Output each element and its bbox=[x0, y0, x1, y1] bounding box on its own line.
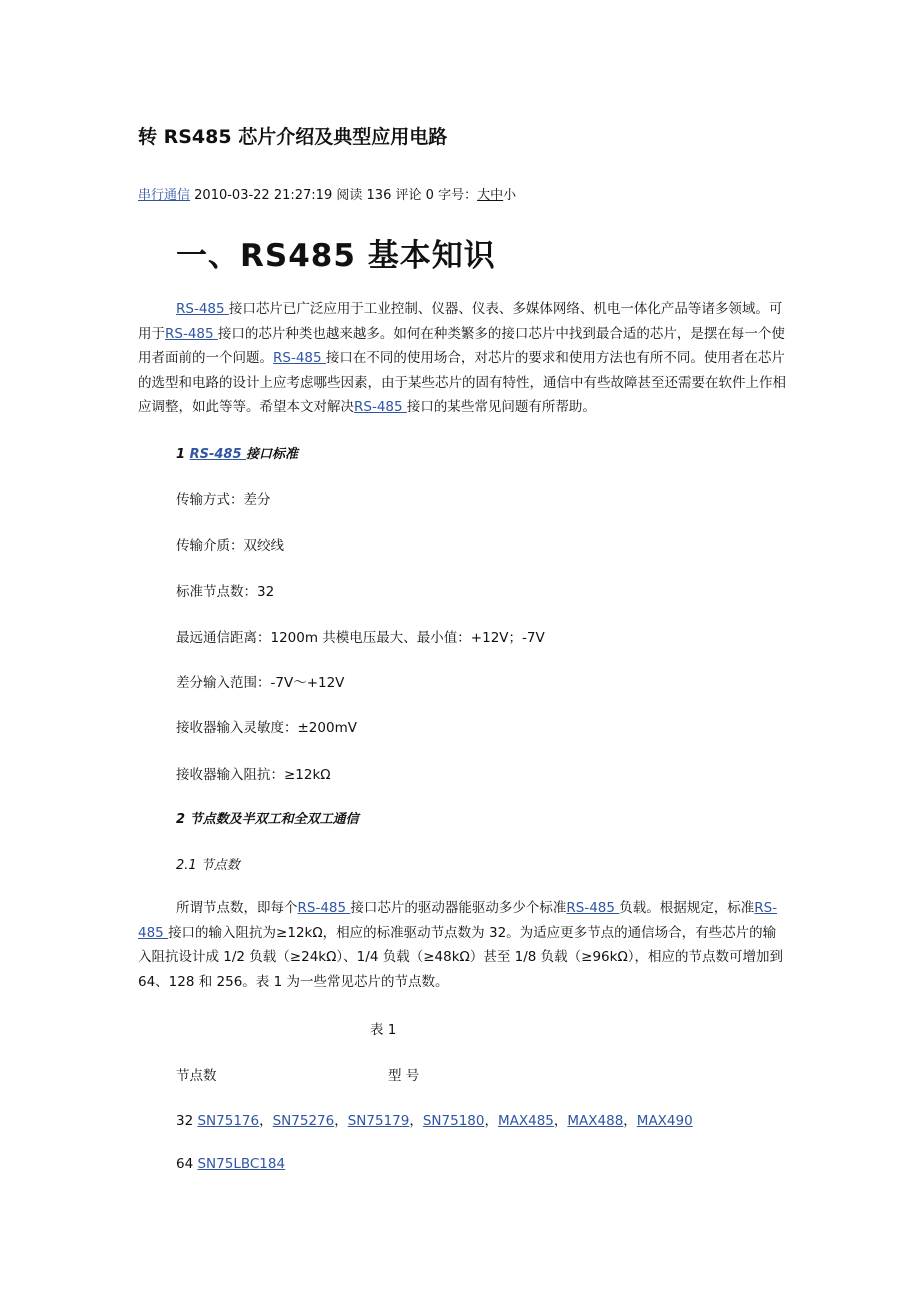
chip-link[interactable]: SN75176 bbox=[197, 1113, 260, 1129]
spec-line: 最远通信距离：1200m 共模电压最大、最小值：+12V；-7V bbox=[176, 630, 545, 646]
category-link[interactable]: 串行通信 bbox=[138, 188, 191, 203]
nodes-paragraph: 所谓节点数，即每个RS-485 接口芯片的驱动器能驱动多少个标准RS-485 负载。根据规定，标准RS-485 接口的输入阻抗为≥12kΩ，相应的标准驱动节点数为 32。为适应更多节点的通信场合，有些芯片的输入阻抗设计成 1/2 负载（≥24kΩ）、1/4 负载（≥48kΩ）甚至 1/8 负载（≥96kΩ），相应的节点数可增加到 64、128 和 256。表 1 为一些常见芯片的节点数。 bbox=[138, 900, 784, 990]
table-header-model: 型 号 bbox=[388, 1068, 420, 1084]
section1-title: 1 RS-485 接口标准 bbox=[176, 447, 299, 462]
chip-link[interactable]: MAX485 bbox=[497, 1113, 554, 1129]
chip-link[interactable]: SN75276 bbox=[272, 1113, 335, 1129]
reads-count: 136 bbox=[366, 188, 392, 203]
post-datetime: 2010-03-22 21:27:19 bbox=[194, 188, 333, 203]
node-count: 64 bbox=[176, 1156, 194, 1172]
spec-line: 接收器输入阻抗：≥12kΩ bbox=[176, 767, 331, 783]
rs485-link[interactable]: RS-485 bbox=[176, 301, 229, 317]
intro-text-3: 接口在不同的使用场合，对芯片的要求和使用方法也有所不同。使用者在芯片的选型和电路的设计上应考虑哪些因素，由于某些芯片的固有特性，通信中有些故障甚至还需要在软件上作相应调整，如此等等。希望本文对解决 bbox=[138, 350, 786, 415]
font-size-label: 字号： bbox=[438, 188, 478, 203]
rs485-link[interactable]: RS-485 bbox=[273, 350, 326, 366]
spec-line: 传输方式：差分 bbox=[176, 492, 271, 508]
font-size-large-link[interactable]: 大 bbox=[477, 188, 491, 203]
table-header-count: 节点数 bbox=[176, 1068, 217, 1084]
section2-title: 2 节点数及半双工和全双工通信 bbox=[176, 812, 359, 827]
node-count: 32 bbox=[176, 1113, 194, 1129]
table-row bbox=[176, 1156, 285, 1172]
chip-link[interactable]: SN75LBC184 bbox=[197, 1156, 286, 1172]
subsection-title: 2.1 节点数 bbox=[176, 858, 240, 873]
intro-text-2: 接口的芯片种类也越来越多。如何在种类繁多的接口芯片中找到最合适的芯片，是摆在每一个使用者面前的一个问题。 bbox=[138, 325, 785, 366]
section-heading: 一、RS485 基本知识 bbox=[176, 238, 496, 274]
table-caption: 表 1 bbox=[370, 1022, 397, 1038]
intro-paragraph bbox=[138, 297, 788, 420]
chip-link[interactable]: MAX490 bbox=[636, 1113, 693, 1129]
intro-text-4: 接口的某些常见问题有所帮助。 bbox=[406, 399, 596, 415]
chip-link[interactable]: SN75180 bbox=[422, 1113, 485, 1129]
spec-line: 标准节点数：32 bbox=[176, 584, 275, 600]
intro-text-1: 接口芯片已广泛应用于工业控制、仪器、仪表、多媒体网络、机电一体化产品等诸多领域。可用于 bbox=[138, 301, 783, 342]
font-size-small-link[interactable]: 小 bbox=[503, 188, 517, 203]
chip-link[interactable]: MAX488 bbox=[567, 1113, 624, 1129]
font-size-medium-link[interactable]: 中 bbox=[490, 188, 504, 203]
spec-line: 接收器输入灵敏度：±200mV bbox=[176, 720, 357, 736]
rs485-link[interactable]: RS-485 bbox=[138, 900, 778, 941]
comments-label: 评论 bbox=[395, 188, 422, 203]
article-meta bbox=[138, 184, 516, 203]
spec-line: 传输介质：双绞线 bbox=[176, 538, 284, 554]
rs485-link[interactable]: RS-485 bbox=[189, 447, 247, 462]
rs485-link[interactable]: RS-485 bbox=[297, 900, 351, 916]
reads-label: 阅读 bbox=[336, 188, 363, 203]
article-title: 转 RS485 芯片介绍及典型应用电路 bbox=[138, 126, 448, 148]
rs485-link[interactable]: RS-485 bbox=[566, 900, 620, 916]
comments-count: 0 bbox=[425, 188, 434, 203]
table-row: 32 SN75176，SN75276，SN75179，SN75180，MAX485，MAX488，MAX490 bbox=[176, 1113, 693, 1129]
rs485-link[interactable]: RS-485 bbox=[165, 325, 218, 342]
spec-line: 差分输入范围：-7V～+12V bbox=[176, 675, 345, 691]
rs485-link[interactable]: RS-485 bbox=[354, 399, 407, 415]
chip-link[interactable]: SN75179 bbox=[347, 1113, 410, 1129]
